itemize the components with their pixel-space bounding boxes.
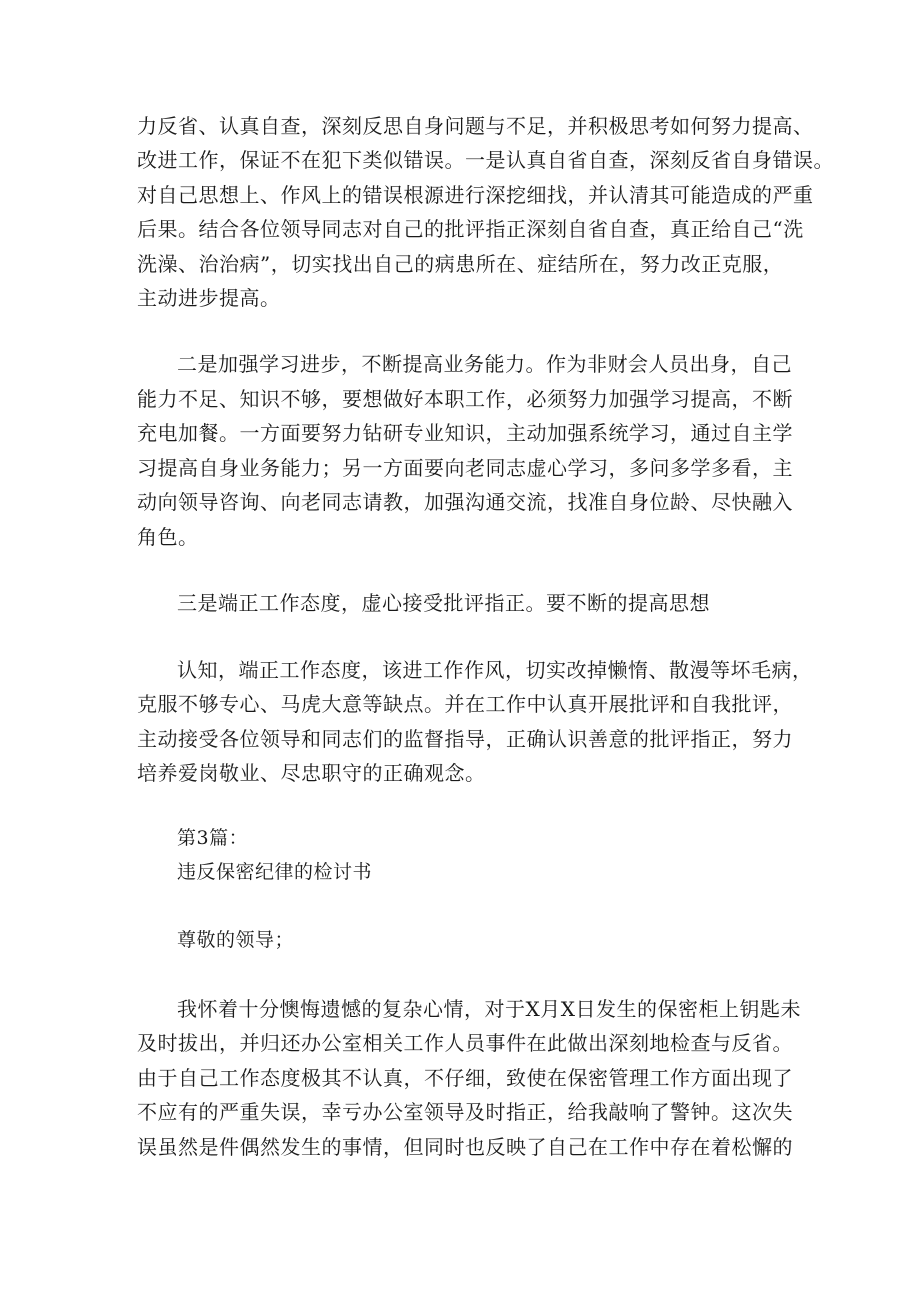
text-line: 习提高自身业务能力；另一方面要向老同志虚心学习，多问多学多看，主 xyxy=(137,456,793,480)
text-line: 三是端正工作态度，虚心接受批评指正。要不断的提高思想 xyxy=(177,591,710,615)
text-line: 克服不够专心、马虎大意等缺点。并在工作中认真开展批评和自我批评， xyxy=(137,692,793,716)
text-line: 后果。结合各位领导同志对自己的批评指正深刻自省自查，真正给自己“洗 xyxy=(137,217,804,241)
text-line: 对自己思想上、作风上的错误根源进行深挖细找，并认清其可能造成的严重 xyxy=(137,183,814,207)
text-line: 及时拔出，并归还办公室相关工作人员事件在此做出深刻地检查与反省。 xyxy=(137,1031,793,1055)
text-line: 不应有的严重失误，幸亏办公室领导及时指正，给我敲响了警钟。这次失 xyxy=(137,1100,793,1124)
text-line: 动向领导咨询、向老同志请教，加强沟通交流，找准自身位龄、尽快融入 xyxy=(137,490,793,514)
text-line: 角色。 xyxy=(137,525,199,549)
text-line: 由于自己工作态度极其不认真，不仔细，致使在保密管理工作方面出现了 xyxy=(137,1066,793,1090)
text-line: 主动接受各位领导和同志们的监督指导，正确认识善意的批评指正，努力 xyxy=(137,727,793,751)
text-line: 洗澡、治治病”，切实找出自己的病患所在、症结所在，努力改正克服， xyxy=(137,252,784,276)
text-line: 力反省、认真自查，深刻反思自身问题与不足，并积极思考如何努力提高、 xyxy=(137,114,814,138)
text-line: 能力不足、知识不够，要想做好本职工作，必须努力加强学习提高，不断 xyxy=(137,387,793,411)
text-line: 我怀着十分懊悔遗憾的复杂心情，对于X月X日发生的保密柜上钥匙未 xyxy=(177,997,801,1021)
section-title: 违反保密纪律的检讨书 xyxy=(177,861,373,883)
text-line: 主动进步提高。 xyxy=(137,286,281,310)
text-line: 认知，端正工作态度，该进工作作风，切实改掉懒惰、散漫等坏毛病， xyxy=(177,658,813,682)
text-line: 二是加强学习进步，不断提高业务能力。作为非财会人员出身，自己 xyxy=(177,352,792,376)
text-line: 培养爱岗敬业、尽忠职守的正确观念。 xyxy=(137,761,486,785)
salutation: 尊敬的领导； xyxy=(177,929,295,951)
text-line: 改进工作，保证不在犯下类似错误。一是认真自省自查，深刻反省自身错误。 xyxy=(137,148,834,172)
text-line: 误虽然是件偶然发生的事情，但同时也反映了自己在工作中存在着松懈的 xyxy=(137,1135,793,1159)
text-line: 充电加餐。一方面要努力钻研专业知识，主动加强系统学习，通过自主学 xyxy=(137,421,793,445)
section-heading: 第3篇： xyxy=(177,827,249,849)
